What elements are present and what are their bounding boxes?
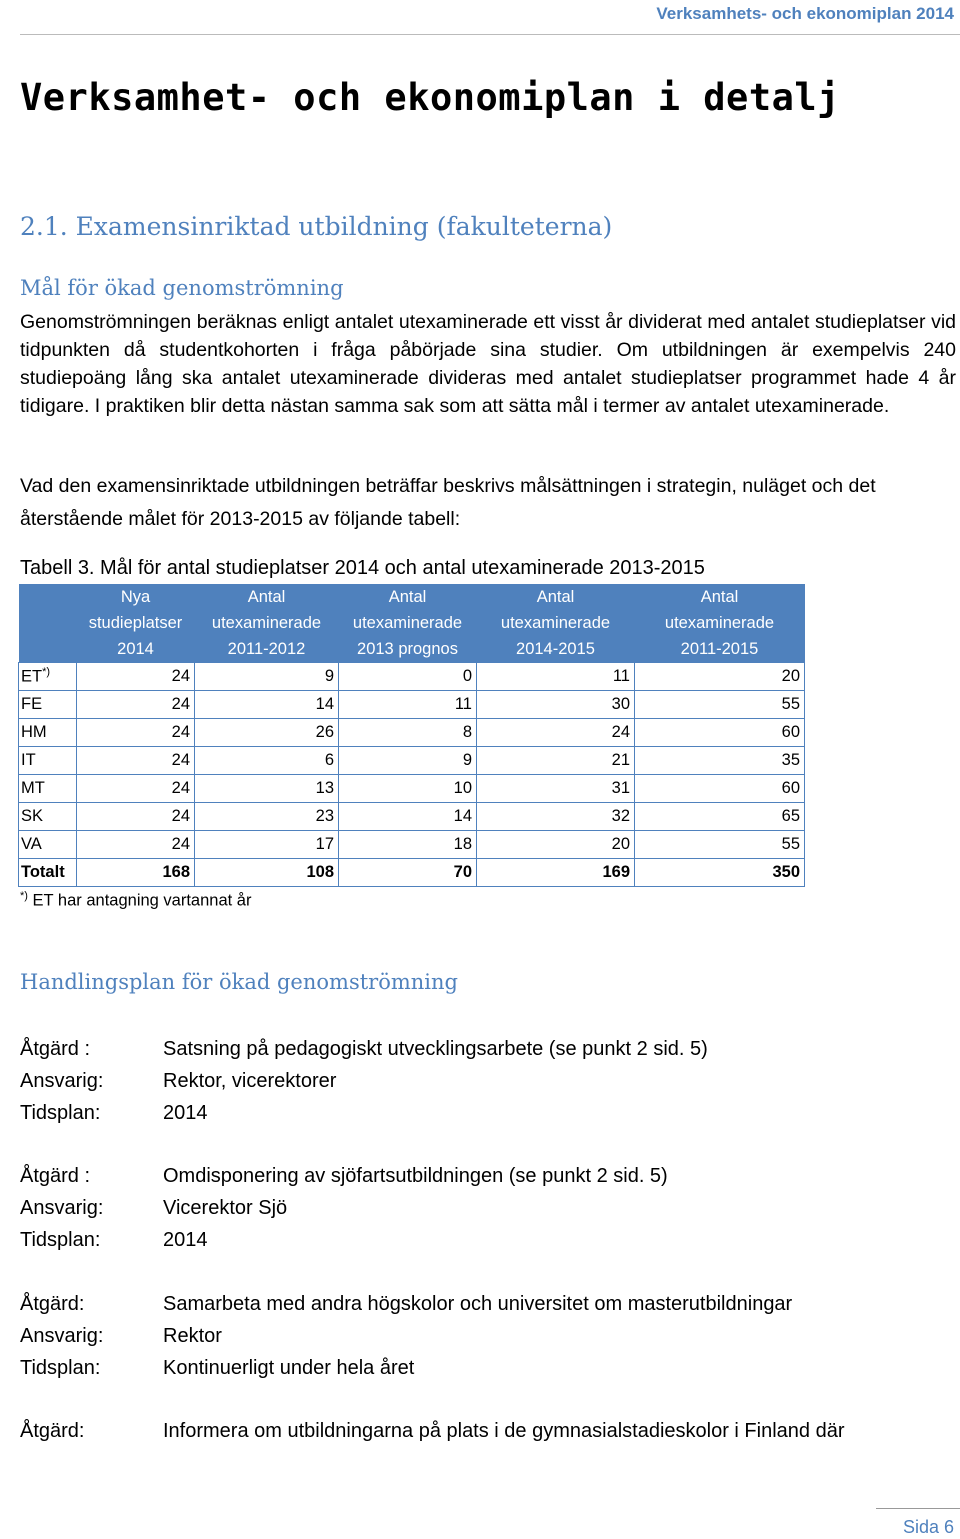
table-cell: 55 [635, 831, 805, 859]
table-cell: 24 [77, 831, 195, 859]
table-cell: 20 [477, 831, 635, 859]
table-cell: 35 [635, 747, 805, 775]
subheading-action-plan: Handlingsplan för ökad genomströmning [20, 970, 458, 994]
table-header-cell [77, 584, 195, 663]
row-label: SK [19, 803, 77, 831]
table-caption: Tabell 3. Mål för antal studieplatser 2014 och antal utexaminerade 2013-2015 [20, 557, 705, 579]
table-cell: 8 [339, 719, 477, 747]
table-cell: 24 [77, 747, 195, 775]
table-cell: 24 [477, 719, 635, 747]
table-cell: 30 [477, 691, 635, 719]
section-heading: 2.1. Examensinriktad utbildning (fakulteterna) [20, 212, 613, 241]
table-cell: 65 [635, 803, 805, 831]
table-total-row [19, 859, 805, 887]
table-cell: 6 [195, 747, 339, 775]
footnote-mark: *) [20, 890, 28, 902]
table-row [19, 831, 805, 859]
action-value: Satsning på pedagogiskt utvecklingsarbete (se punkt 2 sid. 5) [163, 1038, 708, 1060]
total-cell: 168 [77, 859, 195, 887]
action-value: Informera om utbildningarna på plats i de gymnasialstadieskolor i Finland där [163, 1420, 845, 1442]
row-label: VA [19, 831, 77, 859]
header-line: 2011-2012 [227, 640, 306, 658]
table-header-cell [339, 584, 477, 663]
table-row [19, 691, 805, 719]
table-cell: 24 [77, 719, 195, 747]
running-header: Verksamhets- och ekonomiplan 2014 [656, 4, 954, 23]
header-line: 2014-2015 [516, 640, 595, 658]
header-line: 2011-2015 [680, 640, 759, 658]
table-row [19, 775, 805, 803]
table-intro-paragraph: Vad den examensinriktade utbildningen beträffar beskrivs målsättningen i strategin, nuläget och det återstående målet för 2013-2015 av följande tabell: [20, 475, 876, 530]
total-cell: 350 [635, 859, 805, 887]
action-key: Ansvarig: [20, 1325, 104, 1347]
row-label [19, 663, 77, 691]
intro-paragraph: Genomströmningen beräknas enligt antalet utexaminerade ett visst år dividerat med antalet studieplatser vid tidpunkten då studentkohorten i fråga påbörjade sina studier. Om utbildningen är exempelvis 240 studiepoäng lång ska antalet utexaminerade divideras med antalet studieplatser programmet hade 4 år tidigare. I praktiken blir detta nästan samma sak som att sätta mål i termer av antalet utexaminerade. [20, 311, 956, 417]
goals-table [18, 584, 805, 887]
row-label: IT [19, 747, 77, 775]
table-cell: 9 [195, 663, 339, 691]
table-row [19, 803, 805, 831]
table-cell: 13 [195, 775, 339, 803]
header-line: studieplatser [88, 614, 183, 632]
row-label-text: ET [21, 667, 43, 686]
action-key: Åtgärd: [20, 1293, 85, 1315]
table-cell: 17 [195, 831, 339, 859]
table-cell: 11 [477, 663, 635, 691]
table-cell: 55 [635, 691, 805, 719]
page-title: Verksamhet- och ekonomiplan i detalj [20, 76, 840, 119]
table-cell: 10 [339, 775, 477, 803]
table-cell: 20 [635, 663, 805, 691]
page-number: Sida 6 [902, 1517, 954, 1537]
table-cell: 60 [635, 719, 805, 747]
header-line: 2013 prognos [357, 640, 458, 658]
header-line: 2014 [117, 640, 154, 658]
action-key: Åtgärd : [20, 1165, 91, 1187]
table-cell: 32 [477, 803, 635, 831]
table-row [19, 747, 805, 775]
table-cell: 14 [195, 691, 339, 719]
action-value: Samarbeta med andra högskolor och universitet om masterutbildningar [163, 1293, 793, 1315]
table-cell: 26 [195, 719, 339, 747]
action-key: Åtgärd: [20, 1420, 85, 1442]
row-label: FE [19, 691, 77, 719]
total-label: Totalt [19, 859, 77, 887]
subheading-goals: Mål för ökad genomströmning [20, 276, 344, 300]
table-row [19, 719, 805, 747]
action-key: Tidsplan: [20, 1229, 101, 1251]
footnote-mark: *) [42, 666, 51, 679]
action-key: Åtgärd : [20, 1038, 91, 1060]
table-cell: 31 [477, 775, 635, 803]
table-cell: 14 [339, 803, 477, 831]
header-line: Antal [247, 588, 286, 606]
header-line: Antal [700, 588, 739, 606]
header-line: Antal [388, 588, 427, 606]
table-cell: 9 [339, 747, 477, 775]
table-cell: 24 [77, 775, 195, 803]
footer-divider [876, 1508, 960, 1509]
action-value: 2014 [163, 1229, 208, 1251]
action-value: Vicerektor Sjö [163, 1197, 288, 1219]
table-cell: 21 [477, 747, 635, 775]
action-value: Rektor, vicerektorer [163, 1070, 337, 1092]
action-key: Ansvarig: [20, 1197, 104, 1219]
goals-table-container [18, 584, 805, 887]
header-line: Antal [536, 588, 575, 606]
table-cell: 23 [195, 803, 339, 831]
table-cell: 18 [339, 831, 477, 859]
table-cell: 11 [339, 691, 477, 719]
header-divider [20, 34, 960, 35]
table-footnote [20, 890, 251, 911]
total-cell: 108 [195, 859, 339, 887]
table-cell: 60 [635, 775, 805, 803]
action-value: Kontinuerligt under hela året [163, 1357, 415, 1379]
table-header-cell [195, 584, 339, 663]
action-value: 2014 [163, 1102, 208, 1124]
action-value: Omdisponering av sjöfartsutbildningen (se punkt 2 sid. 5) [163, 1165, 668, 1187]
table-row [19, 663, 805, 691]
table-cell: 24 [77, 691, 195, 719]
table-header-cell [635, 584, 805, 663]
table-cell: 0 [339, 663, 477, 691]
total-cell: 70 [339, 859, 477, 887]
row-label: MT [19, 775, 77, 803]
table-header-cell [477, 584, 635, 663]
table-header-cell [19, 584, 77, 663]
action-key: Tidsplan: [20, 1102, 101, 1124]
header-line: utexaminerade [500, 614, 611, 632]
action-key: Tidsplan: [20, 1357, 101, 1379]
header-line: utexaminerade [664, 614, 775, 632]
header-line: utexaminerade [352, 614, 463, 632]
footnote-text: ET har antagning vartannat år [32, 891, 252, 910]
action-key: Ansvarig: [20, 1070, 104, 1092]
table-cell: 24 [77, 803, 195, 831]
row-label: HM [19, 719, 77, 747]
action-value: Rektor [163, 1325, 222, 1347]
header-line: utexaminerade [211, 614, 322, 632]
total-cell: 169 [477, 859, 635, 887]
header-line: Nya [120, 588, 151, 606]
table-header-row [19, 584, 805, 663]
table-cell: 24 [77, 663, 195, 691]
